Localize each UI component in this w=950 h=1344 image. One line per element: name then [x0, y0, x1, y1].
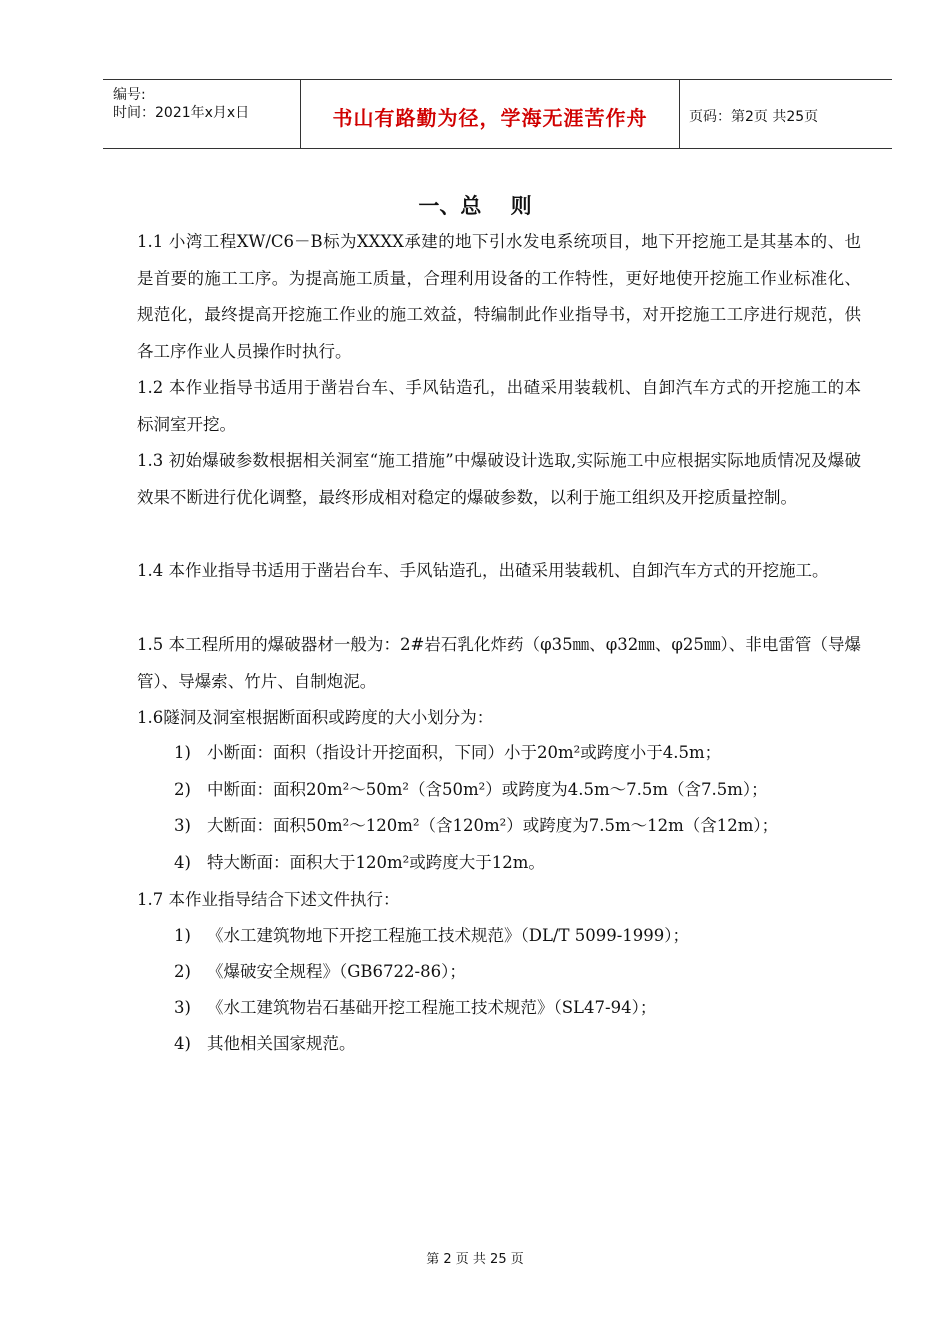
list-item-text: 《水工建筑物岩石基础开挖工程施工技术规范》（SL47-94）； — [207, 998, 657, 1017]
list-item — [174, 772, 768, 808]
header-left-cell — [103, 80, 300, 148]
document-code-label: 编号: — [113, 87, 146, 103]
list-item-number: 4) — [174, 853, 191, 872]
header-right-cell — [679, 80, 892, 148]
list-item — [174, 918, 689, 954]
paragraph-1-2: 1.2 本作业指导书适用于凿岩台车、手风钻造孔，出碴采用装载机、自卸汽车方式的开挖施工的本标洞室开挖。 — [137, 378, 861, 434]
list-item-number: 1) — [174, 926, 191, 945]
paragraph-1-4: 1.4 本作业指导书适用于凿岩台车、手风钻造孔，出碴采用装载机、自卸汽车方式的开挖施工。 — [137, 561, 829, 580]
list-item-number: 3) — [174, 816, 191, 835]
document-date: 时间：2021年x月x日 — [113, 105, 250, 121]
paragraph-1-3: 1.3 初始爆破参数根据相关洞室“施工措施”中爆破设计选取,实际施工中应根据实际地质情况及爆破效果不断进行优化调整，最终形成相对稳定的爆破参数，以利于施工组织及开挖质量控制。 — [137, 451, 861, 507]
paragraph-1-5: 1.5 本工程所用的爆破器材一般为：2#岩石乳化炸药（φ35㎜、φ32㎜、φ25㎜）、非电雷管（导爆管）、导爆索、竹片、自制炮泥。 — [137, 635, 861, 691]
list-item-text: 中断面：面积20m²～50m²（含50m²）或跨度为4.5m～7.5m（含7.5m）； — [207, 780, 768, 799]
page-footer: 第 2 页 共 25 页 — [426, 1252, 524, 1267]
list-item-text: 《水工建筑物地下开挖工程施工技术规范》（DL/T 5099-1999）； — [207, 926, 690, 945]
list-item-text: 《爆破安全规程》（GB6722-86）； — [207, 962, 466, 981]
list-item-number: 1) — [174, 743, 191, 762]
list-item-text: 其他相关国家规范。 — [207, 1034, 356, 1053]
list-item-number: 2) — [174, 780, 191, 799]
list-item — [174, 808, 778, 844]
paragraph-1-6: 1.6隧洞及洞室根据断面积或跨度的大小划分为： — [137, 708, 494, 727]
paragraph-1-7: 1.7 本作业指导结合下述文件执行： — [137, 890, 400, 909]
list-item — [174, 845, 545, 881]
header-page-info: 页码：第2页 共25页 — [689, 109, 819, 125]
section-title: 一、总 则 — [418, 194, 532, 218]
list-item — [174, 954, 466, 990]
list-item-text: 特大断面：面积大于120m²或跨度大于12m。 — [207, 853, 545, 872]
list-item-number: 2) — [174, 962, 191, 981]
header-motto-cell — [300, 80, 680, 148]
list-item — [174, 1026, 356, 1062]
paragraph-1-1: 1.1 小湾工程XW/C6－B标为XXXX承建的地下引水发电系统项目，地下开挖施工是其基本的、也是首要的施工工序。为提高施工质量，合理利用设备的工作特性，更好地使开挖施工作业标准化、规范化，最终提高开挖施工作业的施工效益，特编制此作业指导书，对开挖施工工序进行规范，供各工序作业人员操作时执行。 — [137, 232, 861, 361]
header-motto: 书山有路勤为径，学海无涯苦作舟 — [332, 106, 648, 130]
list-item-number: 4) — [174, 1034, 191, 1053]
list-item — [174, 735, 721, 771]
list-item-number: 3) — [174, 998, 191, 1017]
page-header — [103, 79, 892, 149]
list-item-text: 小断面：面积（指设计开挖面积，下同）小于20m²或跨度小于4.5m； — [207, 743, 722, 762]
list-item-text: 大断面：面积50m²～120m²（含120m²）或跨度为7.5m～12m（含12m）； — [207, 816, 779, 835]
list-item — [174, 990, 656, 1026]
